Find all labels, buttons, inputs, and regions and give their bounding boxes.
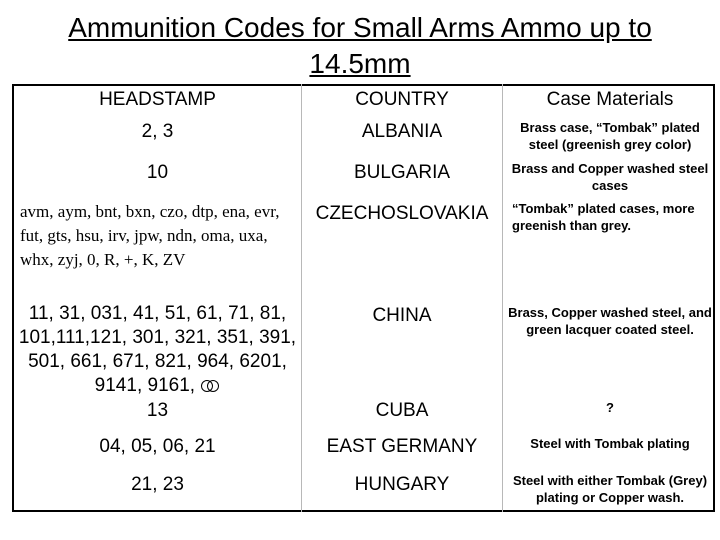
column-divider bbox=[301, 84, 302, 512]
headstamp-cuba: 13 bbox=[146, 400, 169, 421]
materials-czechoslovakia: “Tombak” plated cases, more greenish than grey. bbox=[512, 201, 695, 233]
country-bulgaria: BULGARIA bbox=[353, 162, 451, 183]
materials-east-germany: Steel with Tombak plating bbox=[530, 435, 690, 451]
header-country: COUNTRY bbox=[355, 89, 449, 110]
header-headstamp: HEADSTAMP bbox=[99, 89, 216, 110]
interlocked-circles-icon bbox=[200, 379, 220, 393]
headstamp-hungary: 21, 23 bbox=[131, 474, 184, 495]
header-case-materials: Case Materials bbox=[546, 89, 674, 110]
headstamp-china-text: 11, 31, 031, 41, 51, 61, 71, 81, 101,111,121, 301, 321, 351, 391, 501, 661, 671, 821, 964, 6201, 9141, 9161, bbox=[18, 303, 297, 396]
headstamp-east-germany: 04, 05, 06, 21 bbox=[99, 436, 216, 457]
materials-bulgaria: Brass and Copper washed steel cases bbox=[511, 161, 709, 193]
country-east-germany: EAST GERMANY bbox=[326, 436, 478, 457]
country-hungary: HUNGARY bbox=[354, 474, 450, 495]
headstamp-czechoslovakia: avm, aym, bnt, bxn, czo, dtp, ena, evr, fut, gts, hsu, irv, jpw, ndn, oma, uxa, whx, zyj, 0, R, +, K, ZV bbox=[20, 202, 280, 269]
country-china: CHINA bbox=[372, 305, 432, 326]
headstamp-bulgaria: 10 bbox=[146, 162, 169, 183]
page-title: Ammunition Codes for Small Arms Ammo up to 14.5mm bbox=[68, 12, 652, 79]
column-divider bbox=[502, 84, 503, 512]
country-cuba: CUBA bbox=[375, 400, 429, 421]
headstamp-albania: 2, 3 bbox=[141, 121, 174, 142]
materials-hungary: Steel with either Tombak (Grey) plating or Copper wash. bbox=[512, 473, 708, 505]
headstamp-china bbox=[16, 302, 299, 398]
materials-albania: Brass case, “Tombak” plated steel (greenish grey color) bbox=[520, 120, 700, 152]
materials-china: Brass, Copper washed steel, and green lacquer coated steel. bbox=[508, 305, 712, 337]
materials-cuba: ? bbox=[606, 399, 614, 415]
country-albania: ALBANIA bbox=[361, 121, 443, 142]
country-czechoslovakia: CZECHOSLOVAKIA bbox=[315, 203, 489, 224]
